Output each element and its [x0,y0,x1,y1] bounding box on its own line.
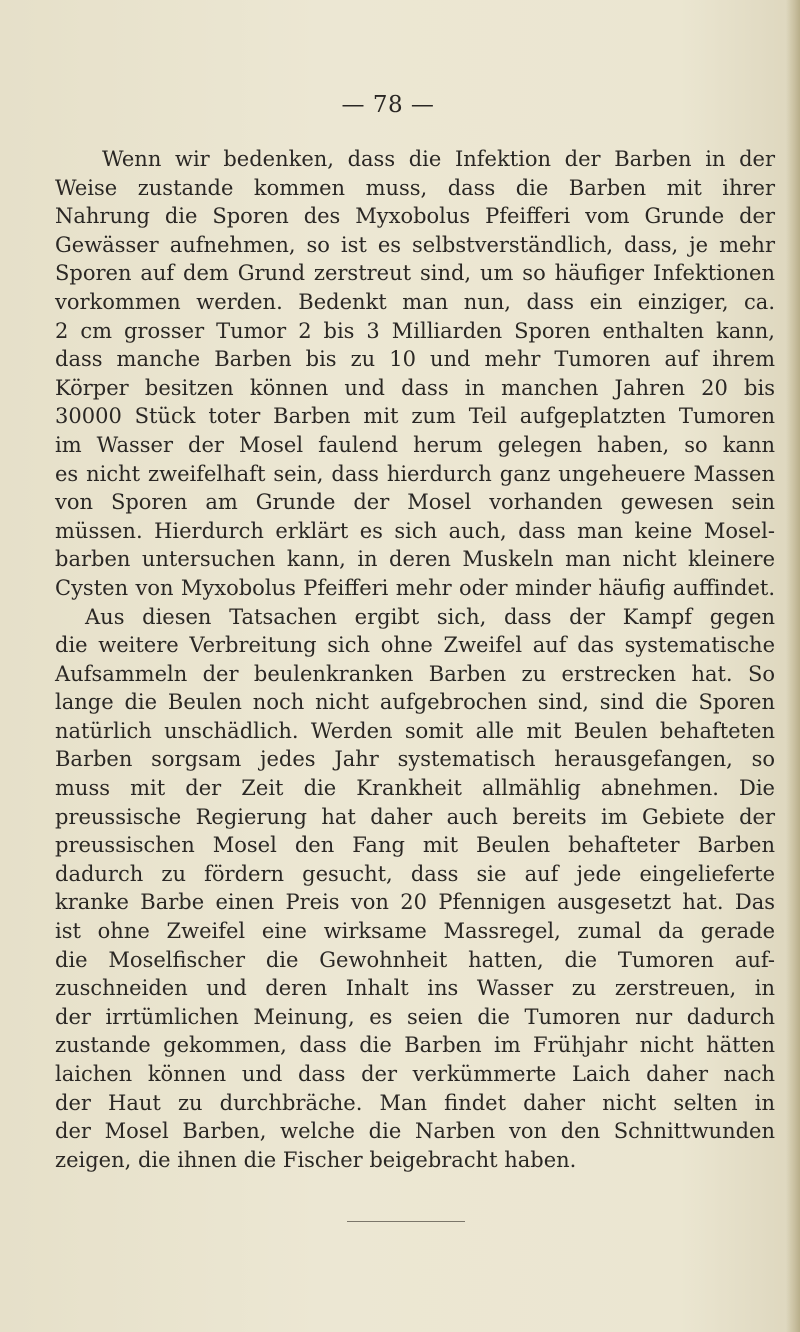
text-line: müssen. Hierdurch erklärt es sich auch, dass man keine Mosel- [55,518,775,543]
text-line: der irrtümlichen Meinung, es seien die Tumoren nur dadurch [55,1004,775,1029]
page-edge-shadow [786,0,800,1332]
text-line: zeigen, die ihnen die Fischer beigebracht haben. [55,1147,577,1172]
text-line: der Mosel Barben, welche die Narben von den Schnittwunden [55,1119,775,1144]
text-line: dass manche Barben bis zu 10 und mehr Tumoren auf ihrem [55,347,775,372]
text-line: Wenn wir bedenken, dass die Infektion der Barben in der [102,147,775,171]
text-line: Aus diesen Tatsachen ergibt sich, dass der Kampf gegen [85,604,775,629]
text-line: barben untersuchen kann, in deren Muskeln man nicht kleinere [55,547,775,572]
text-line: Nahrung die Sporen des Myxobolus Pfeifferi vom Grunde der [55,204,775,229]
text-line: natürlich unschädlich. Werden somit alle mit Beulen behafteten [55,718,775,743]
text-line: die Moselfischer die Gewohnheit hatten, die Tumoren auf- [55,947,775,972]
text-line: lange die Beulen noch nicht aufgebrochen sind, sind die Sporen [55,690,775,715]
text-line: kranke Barbe einen Preis von 20 Pfennigen ausgesetzt hat. Das [55,890,775,915]
text-line: Aufsammeln der beulenkranken Barben zu erstrecken hat. So [55,661,775,686]
text-line: muss mit der Zeit die Krankheit allmählig abnehmen. Die [55,776,775,801]
text-line: im Wasser der Mosel faulend herum gelegen haben, so kann [55,432,775,457]
text-line: preussische Regierung hat daher auch bereits im Gebiete der [55,804,775,829]
text-line: preussischen Mosel den Fang mit Beulen behafteter Barben [55,833,775,858]
section-end-rule [347,1221,465,1222]
text-line: dadurch zu fördern gesucht, dass sie auf jede eingelieferte [55,861,775,886]
text-line: 30000 Stück toter Barben mit zum Teil aufgeplatzten Tumoren [55,404,775,429]
text-line: Weise zustande kommen muss, dass die Barben mit ihrer [55,175,775,200]
text-line: Cysten von Myxobolus Pfeifferi mehr oder minder häufig auffindet. [55,575,775,600]
text-line: Gewässer aufnehmen, so ist es selbstverständlich, dass, je mehr [55,232,775,257]
text-line: von Sporen am Grunde der Mosel vorhanden gewesen sein [55,490,775,515]
text-line: es nicht zweifelhaft sein, dass hierdurch ganz ungeheuere Massen [55,461,775,486]
text-line: Körper besitzen können und dass in manchen Jahren 20 bis [55,375,775,400]
text-line: Sporen auf dem Grund zerstreut sind, um so häufiger Infektionen [55,261,775,286]
text-line: die weitere Verbreitung sich ohne Zweifel auf das systematische [55,633,775,658]
text-line: vorkommen werden. Bedenkt man nun, dass ein einziger, ca. [55,289,775,314]
text-line: Barben sorgsam jedes Jahr systematisch herausgefangen, so [55,747,775,772]
text-line: zuschneiden und deren Inhalt ins Wasser zu zerstreuen, in [55,976,775,1001]
text-line: laichen können und dass der verkümmerte Laich daher nach [55,1062,775,1086]
text-line: der Haut zu durchbräche. Man findet daher nicht selten in [55,1090,775,1115]
text-line: 2 cm grosser Tumor 2 bis 3 Milliarden Sporen enthalten kann, [55,318,775,343]
body-paragraph [55,145,775,1174]
text-line: zustande gekommen, dass die Barben im Frühjahr nicht hätten [55,1033,775,1058]
page-number: — 78 — [341,92,435,118]
text-line: ist ohne Zweifel eine wirksame Massregel, zumal da gerade [55,919,775,944]
